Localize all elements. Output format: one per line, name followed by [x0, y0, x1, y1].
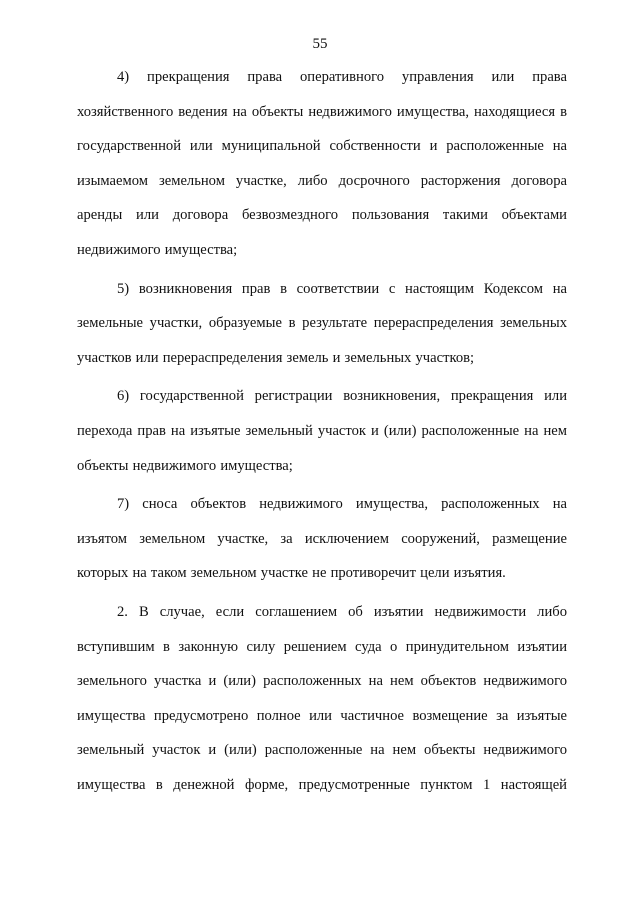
paragraph-item-7: 7) сноса объектов недвижимого имущества, расположенных на изъятом земельном участке, за исключением сооружений, размещение которых на таком земельном участке не противоречит цели изъятия. [77, 496, 567, 582]
paragraph-item-6: 6) государственной регистрации возникновения, прекращения или перехода прав на изъятые земельный участок и (или) расположенные на нем объекты недвижимого имущества; [77, 388, 567, 474]
paragraph-item-5: 5) возникновения прав в соответствии с настоящим Кодексом на земельные участки, образуемые в результате перераспределения земельных участков или перераспределения земель и земельных участков; [77, 280, 567, 366]
document-body [77, 60, 567, 806]
paragraph-item-4: 4) прекращения права оперативного управления или права хозяйственного ведения на объекты недвижимого имущества, находящиеся в государственной или муниципальной собственности и расположенные на изымаемом земельном участке, либо досрочного расторжения договора аренды или договора безвозмездного пользования такими объектами недвижимого имущества; [77, 69, 567, 258]
paragraph-clause-2: 2. В случае, если соглашением об изъятии недвижимости либо вступившим в законную силу решением суда о принудительном изъятии земельного участка и (или) расположенных на нем объектов недвижимого имущества предусмотрено полное или частичное возмещение за изъятые земельный участок и (или) расположенные на нем объекты недвижимого имущества в денежной форме, предусмотренные пунктом 1 настоящей [77, 603, 567, 793]
page-number: 55 [312, 36, 328, 52]
